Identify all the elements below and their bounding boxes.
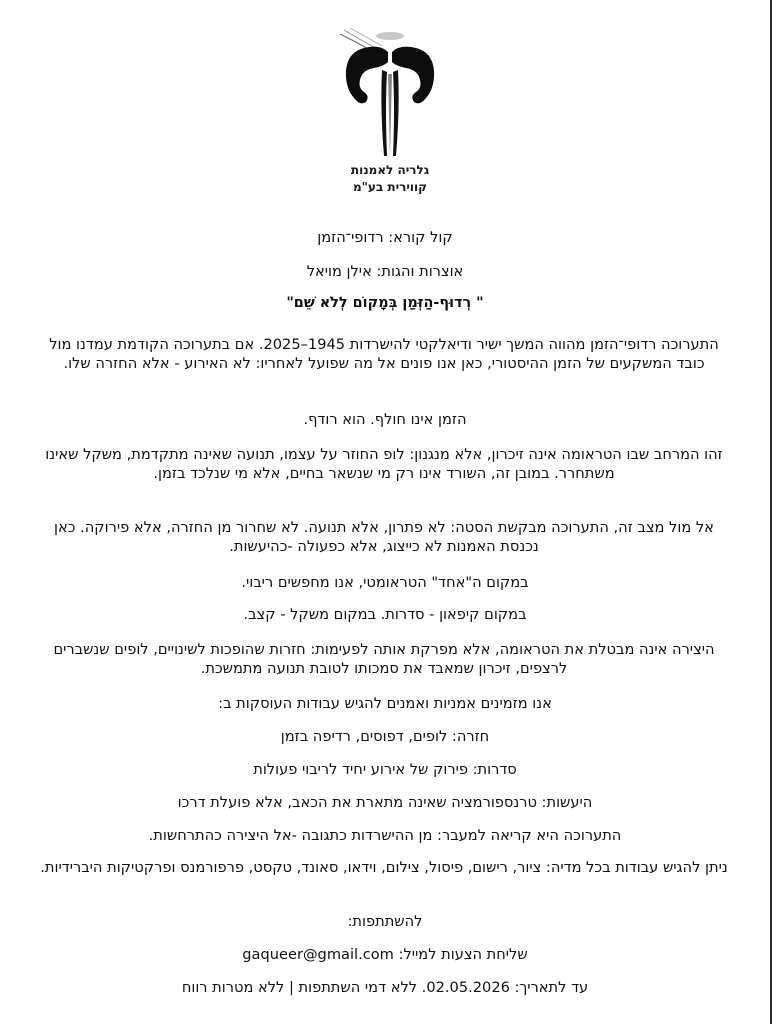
participation-heading: להשתתפות:	[347, 913, 423, 930]
exhibition-subtitle: " רְדוּף-הַזְּמַן בְּמָקוֹם לְלֹא שֵׁם"	[286, 295, 484, 311]
call-title: קול קורא: רדופי־הזמן	[317, 229, 453, 246]
paragraph-invitation: אנו מזמינים אמניות ואמנים להגיש עבודות העוסקות ב:	[218, 695, 552, 712]
gallery-logo	[320, 8, 460, 203]
paragraph-media: ניתן להגיש עבודות בכל מדיה: ציור, רישום, פיסול, צילום, וידאו, סאונד, טקסט, פרפורמנס ופרקטיקות היברידיות.	[40, 859, 728, 876]
koof-letter-logo-icon	[330, 8, 450, 158]
deadline-line: עד לתאריך: 02.05.2026. ללא דמי השתתפות | ללא מטרות רווח	[181, 979, 589, 996]
paragraph-time-chases: הזמן אינו חולף. הוא רודף.	[303, 411, 467, 428]
logo-text-line1: גלריה לאמנות	[350, 163, 430, 177]
theme-repetition: חזרה: לופים, דפוסים, רדיפה בזמן	[280, 728, 490, 745]
theme-series: סדרות: פירוק של אירוע יחיד לריבוי פעולות	[253, 761, 517, 778]
paragraph-series-rhythm: במקום קיפאון - סדרות. במקום משקל - קצב.	[243, 606, 527, 623]
curation-credit: אוצרות והגות: אילן מויאל	[306, 263, 464, 280]
submission-line	[0, 945, 770, 964]
paragraph-multiplicity: במקום ה"אחד" הטראומטי, אנו מחפשים ריבוי.	[241, 574, 529, 591]
theme-becoming: היעשות: טרנספורמציה שאינה מתארת את הכאב, אלא פועלת דרכו	[177, 794, 593, 811]
paragraph-call-to-transition: התערוכה היא קריאה למעבר: מן ההישרדות כתגובה -אל היצירה כהתרחשות.	[148, 827, 622, 844]
paragraph-shift: אל מול מצב זה, התערוכה מבקשת הסטה: לא פתרון, אלא תנועה. לא שחרור מן החזרה, אלא פירוקה. כאן נכנסת האמנות לא כייצוג, אלא כפעולה -כהיעשות.	[54, 519, 714, 555]
paragraph-trauma-mechanism: זהו המרחב שבו הטראומה אינה זיכרון, אלא מנגנון: לופ החוזר על עצמו, תנועה שאינה מתקדמת, משקל שאינו משתחרר. במובן זה, השורד אינו רק מי שנשאר בחיים, אלא מי שנלכד בזמן.	[45, 446, 723, 482]
email-label: שליחת הצעות למייל:	[398, 946, 528, 963]
paragraph-intro: התערוכה רדופי־הזמן מהווה המשך ישיר ודיאלקטי להישרדות 1945–2025. אם בתערוכה הקודמת עמדנו מול כובד המשקעים של הזמן ההיסטורי, כאן אנו פונים אל מה שפועל לאחריו: לא האירוע - אלא החזרה שלו.	[49, 336, 719, 372]
paragraph-creation: היצירה אינה מבטלת את הטראומה, אלא מפרקת אותה לפעימות: חזרות שהופכות לשינויים, לופים שנשברים לרצפים, זיכרון שמאבד את סמכותו לטובת תנועה מתמשכת.	[53, 641, 715, 677]
email-link[interactable]: gaqueer@gmail.com	[242, 946, 394, 963]
logo-text-line2: קווירית בע"מ	[353, 180, 427, 194]
